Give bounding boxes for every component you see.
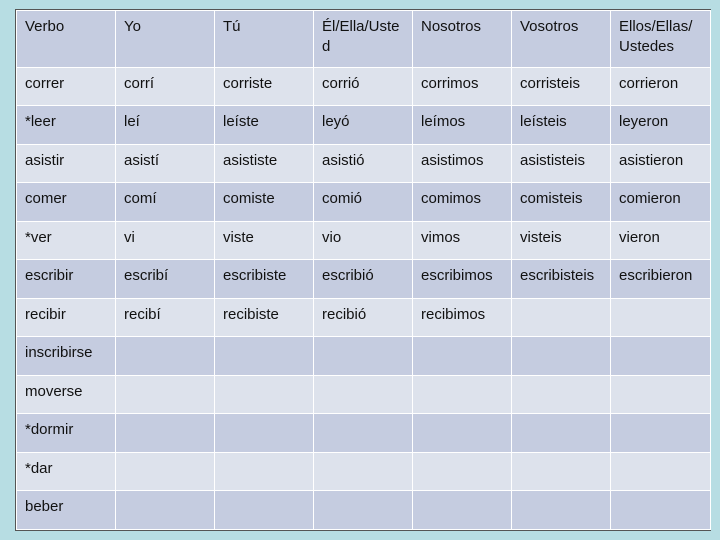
table-row [17, 221, 711, 260]
table-cell: viste [215, 221, 314, 260]
table-cell: escribir [17, 260, 116, 299]
table-cell: corrió [314, 67, 413, 106]
table-cell: corrieron [611, 67, 711, 106]
header-cell-el-ella-usted: Él/Ella/Usted [314, 11, 413, 68]
table-cell: leyó [314, 106, 413, 145]
header-cell-yo: Yo [116, 11, 215, 68]
table-cell [314, 491, 413, 530]
table-cell: escribí [116, 260, 215, 299]
table-cell [413, 491, 512, 530]
conjugation-table-frame [15, 9, 711, 531]
table-cell: asististe [215, 144, 314, 183]
header-cell-verbo: Verbo [17, 11, 116, 68]
table-cell [314, 337, 413, 376]
table-cell [611, 337, 711, 376]
table-cell [314, 375, 413, 414]
table-cell: recibir [17, 298, 116, 337]
table-cell: corristeis [512, 67, 611, 106]
table-cell [611, 414, 711, 453]
table-cell: *dar [17, 452, 116, 491]
table-cell: recibí [116, 298, 215, 337]
header-cell-ellos-ellas-ustedes: Ellos/Ellas/Ustedes [611, 11, 711, 68]
table-header-row [17, 11, 711, 68]
table-cell: asistí [116, 144, 215, 183]
table-cell: comer [17, 183, 116, 222]
table-cell [215, 452, 314, 491]
table-cell [116, 452, 215, 491]
table-cell [512, 452, 611, 491]
table-cell: leí [116, 106, 215, 145]
table-row [17, 67, 711, 106]
table-cell: asististeis [512, 144, 611, 183]
table-cell: vimos [413, 221, 512, 260]
conjugation-table [16, 10, 711, 530]
table-cell: leyeron [611, 106, 711, 145]
table-cell: recibiste [215, 298, 314, 337]
table-cell: escribió [314, 260, 413, 299]
header-cell-vosotros: Vosotros [512, 11, 611, 68]
table-cell: asistimos [413, 144, 512, 183]
table-cell: moverse [17, 375, 116, 414]
table-row [17, 144, 711, 183]
table-cell: recibió [314, 298, 413, 337]
table-cell: asistió [314, 144, 413, 183]
table-cell: corrimos [413, 67, 512, 106]
table-cell [314, 414, 413, 453]
table-cell: corriste [215, 67, 314, 106]
table-cell: comió [314, 183, 413, 222]
table-cell [512, 298, 611, 337]
table-cell: *ver [17, 221, 116, 260]
table-cell: inscribirse [17, 337, 116, 376]
table-cell: asistir [17, 144, 116, 183]
table-cell: correr [17, 67, 116, 106]
table-row [17, 375, 711, 414]
table-cell: comisteis [512, 183, 611, 222]
header-cell-tu: Tú [215, 11, 314, 68]
table-cell [116, 375, 215, 414]
table-row [17, 106, 711, 145]
table-row [17, 337, 711, 376]
table-cell: comieron [611, 183, 711, 222]
table-cell: escribisteis [512, 260, 611, 299]
table-cell [512, 337, 611, 376]
table-cell [512, 414, 611, 453]
table-cell [611, 491, 711, 530]
table-row [17, 491, 711, 530]
table-row [17, 260, 711, 299]
table-cell [116, 337, 215, 376]
table-cell: visteis [512, 221, 611, 260]
table-cell [611, 452, 711, 491]
table-cell: escribimos [413, 260, 512, 299]
table-cell [215, 337, 314, 376]
table-cell [314, 452, 413, 491]
table-cell: comiste [215, 183, 314, 222]
table-cell: leísteis [512, 106, 611, 145]
table-cell: vi [116, 221, 215, 260]
table-cell [512, 491, 611, 530]
table-cell: leímos [413, 106, 512, 145]
table-row [17, 298, 711, 337]
table-cell: leíste [215, 106, 314, 145]
table-cell: beber [17, 491, 116, 530]
table-cell [611, 375, 711, 414]
table-cell: *dormir [17, 414, 116, 453]
table-cell [413, 375, 512, 414]
table-cell: vieron [611, 221, 711, 260]
table-cell [611, 298, 711, 337]
table-cell: *leer [17, 106, 116, 145]
table-cell: asistieron [611, 144, 711, 183]
table-row [17, 183, 711, 222]
table-cell [215, 414, 314, 453]
table-cell: corrí [116, 67, 215, 106]
table-cell [215, 375, 314, 414]
table-cell: escribieron [611, 260, 711, 299]
table-cell [116, 414, 215, 453]
table-cell: vio [314, 221, 413, 260]
table-row [17, 414, 711, 453]
table-cell [512, 375, 611, 414]
table-cell [413, 414, 512, 453]
table-cell: escribiste [215, 260, 314, 299]
table-cell [215, 491, 314, 530]
table-cell: comimos [413, 183, 512, 222]
header-cell-nosotros: Nosotros [413, 11, 512, 68]
table-cell: recibimos [413, 298, 512, 337]
table-cell: comí [116, 183, 215, 222]
table-cell [116, 491, 215, 530]
table-row [17, 452, 711, 491]
table-cell [413, 452, 512, 491]
table-cell [413, 337, 512, 376]
